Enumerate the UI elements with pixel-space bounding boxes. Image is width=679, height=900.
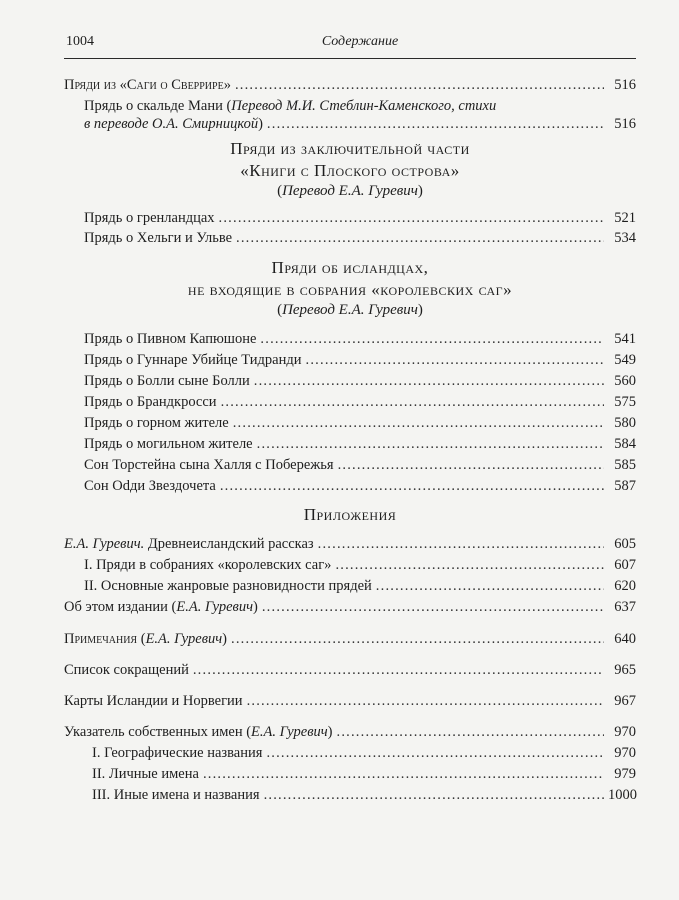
entry-label: II. Личные имена: [92, 766, 199, 782]
entry-page: 1000: [608, 787, 637, 803]
toc-entry-sverrir: [64, 76, 636, 94]
entry-label: Прядь о гренландцах: [84, 210, 215, 226]
toc-entry: [92, 786, 636, 804]
entry-label: Пряди из «Саги о Сверрире»: [64, 77, 231, 93]
entry-page: 541: [614, 331, 636, 347]
entry-page: 640: [614, 631, 636, 647]
entry-label: Сон Odди Звездочета: [84, 478, 216, 494]
section-heading: Пряди из заключительной части: [230, 139, 470, 158]
entry-label: Список сокращений: [64, 662, 189, 678]
entry-page: 607: [614, 557, 636, 573]
toc-entry: [64, 598, 636, 616]
leader-dots: [236, 229, 604, 247]
toc-entry: [84, 209, 636, 227]
header-rule: [64, 58, 636, 59]
section-credit: (Перевод Е.А. Гуревич): [277, 302, 423, 318]
leader-dots: [337, 723, 605, 741]
entry-page: 575: [614, 394, 636, 410]
entry-page: 587: [614, 478, 636, 494]
leader-dots: [266, 744, 604, 762]
entry-label: I. Географические названия: [92, 745, 263, 761]
leader-dots: [193, 661, 604, 679]
entry-label: Прядь о Пивном Капюшоне: [84, 331, 257, 347]
entry-label: Прядь о Болли сыне Болли: [84, 373, 250, 389]
entry-label: Примечания (Е.А. Гуревич): [64, 631, 228, 647]
entry-label: Прядь о могильном жителе: [84, 436, 253, 452]
leader-dots: [262, 598, 604, 616]
entry-page: 580: [614, 415, 636, 431]
leader-dots: [254, 372, 604, 390]
toc-entry: [64, 661, 636, 679]
toc-entry: [84, 351, 636, 369]
toc-entry-mani-line1: Прядь о скальде Мани (Перевод М.И. Стеблин-Каменского, стихи: [84, 98, 497, 114]
entry-page: 967: [614, 693, 636, 709]
entry-page: 979: [614, 766, 636, 782]
entry-label: I. Пряди в собраниях «королевских саг»: [84, 557, 332, 573]
leader-dots: [264, 786, 604, 804]
toc-entry: [84, 330, 636, 348]
entry-label: Прядь о горном жителе: [84, 415, 229, 431]
entry-page: 965: [614, 662, 636, 678]
leader-dots: [235, 76, 604, 94]
entry-label: Об этом издании (Е.А. Гуревич): [64, 599, 258, 615]
leader-dots: [231, 630, 604, 648]
entry-page: 585: [614, 457, 636, 473]
entry-page: 620: [614, 578, 636, 594]
entry-page: 637: [614, 599, 636, 615]
entry-page: 534: [614, 230, 636, 246]
section-heading: Пряди об исландцах,: [271, 258, 429, 277]
leader-dots: [233, 414, 604, 432]
leader-dots: [306, 351, 604, 369]
running-title: Содержание: [321, 34, 399, 49]
toc-entry: [84, 393, 636, 411]
entry-label: Карты Исландии и Норвегии: [64, 693, 243, 709]
toc-entry: [84, 435, 636, 453]
entry-page: 970: [614, 724, 636, 740]
leader-dots: [220, 477, 604, 495]
entry-page: 970: [614, 745, 636, 761]
entry-page: 605: [614, 536, 636, 552]
leader-dots: [376, 577, 604, 595]
leader-dots: [247, 692, 604, 710]
toc-entry: [84, 229, 636, 247]
leader-dots: [221, 393, 604, 411]
leader-dots: [335, 556, 604, 574]
toc-entry: [92, 765, 636, 783]
section-heading: «Книги с Плоского острова»: [240, 161, 460, 180]
leader-dots: [318, 535, 604, 553]
toc-entry: [84, 477, 636, 495]
leader-dots: [260, 330, 604, 348]
toc-entry: [64, 535, 636, 553]
entry-label: Прядь о Гуннаре Убийце Тидранди: [84, 352, 302, 368]
toc-entry: [84, 456, 636, 474]
entry-label: II. Основные жанровые разновидности прядей: [84, 578, 372, 594]
entry-label: III. Иные имена и названия: [92, 787, 260, 803]
entry-label: Указатель собственных имен (Е.А. Гуревич): [64, 724, 333, 740]
entry-page: 549: [614, 352, 636, 368]
entry-page: 516: [614, 77, 636, 93]
toc-entry: [84, 577, 636, 595]
leader-dots: [203, 765, 604, 783]
toc-entry: [84, 372, 636, 390]
toc-entry: [64, 723, 636, 741]
entry-label: Прядь о Хельги и Ульве: [84, 230, 233, 246]
page-number: 1004: [66, 34, 94, 49]
section-heading: Приложения: [303, 505, 397, 524]
section-credit: (Перевод Е.А. Гуревич): [277, 183, 423, 199]
toc-entry: [64, 630, 636, 648]
entry-page: 521: [614, 210, 636, 226]
entry-label: Сон Торстейна сына Халля с Побережья: [84, 457, 334, 473]
entry-label: Прядь о Брандкросси: [84, 394, 217, 410]
toc-entry: [64, 692, 636, 710]
toc-entry-mani: [84, 115, 636, 133]
section-heading: не входящие в собрания «королевских саг»: [187, 280, 513, 299]
leader-dots: [338, 456, 604, 474]
entry-page: 560: [614, 373, 636, 389]
entry-page: 584: [614, 436, 636, 452]
leader-dots: [267, 115, 604, 133]
entry-page: 516: [614, 116, 636, 132]
entry-label: в переводе О.А. Смирницкой): [84, 116, 263, 132]
leader-dots: [257, 435, 604, 453]
toc-entry: [84, 556, 636, 574]
toc-entry: [84, 414, 636, 432]
toc-entry: [92, 744, 636, 762]
leader-dots: [219, 209, 604, 227]
entry-label: Е.А. Гуревич. Древнеисландский рассказ: [64, 536, 314, 552]
